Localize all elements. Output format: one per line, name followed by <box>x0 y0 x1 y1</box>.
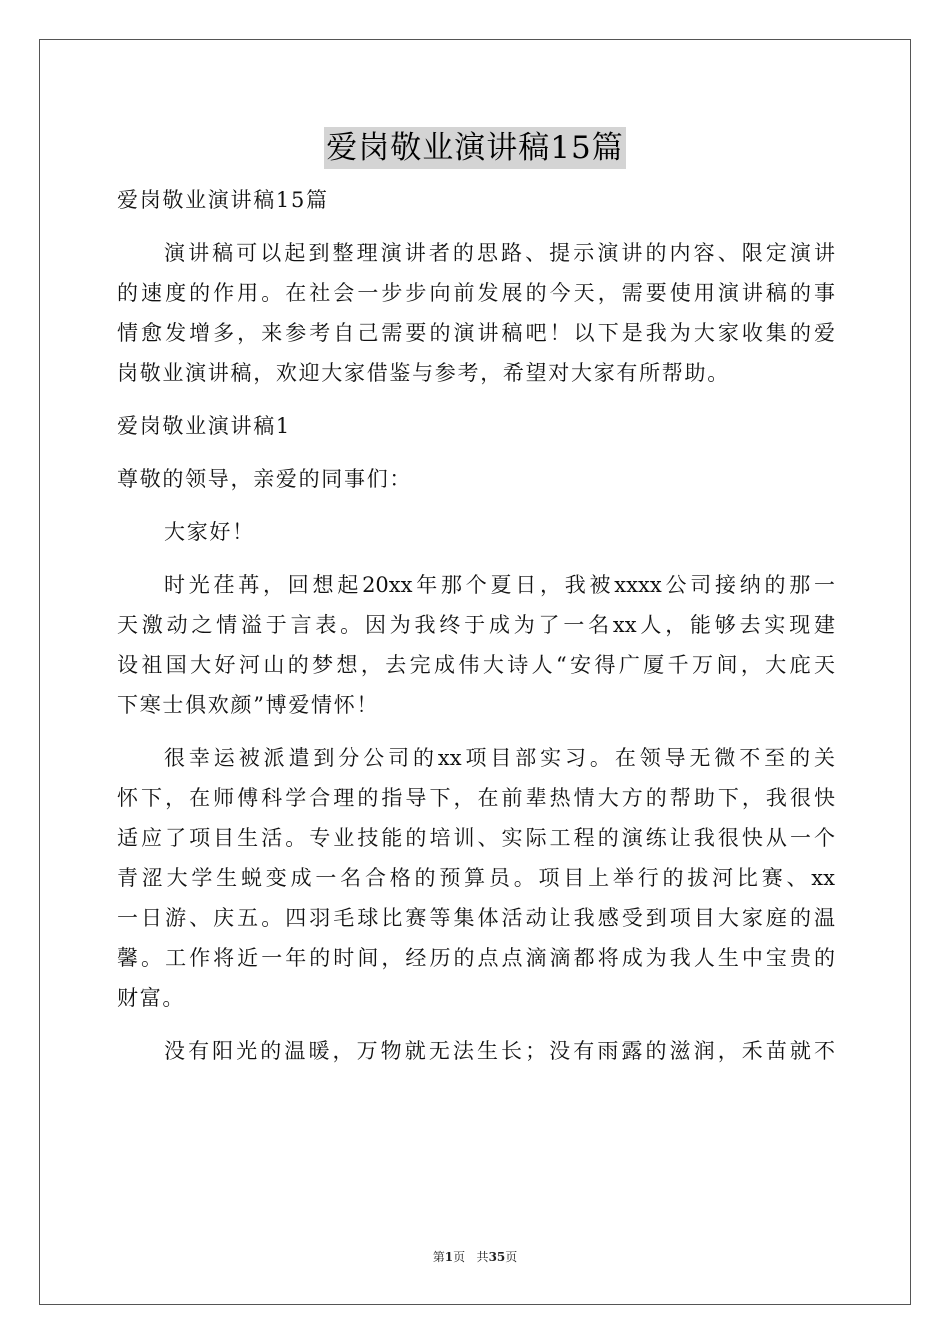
footer-total-suffix: 页 <box>505 1250 518 1264</box>
paragraph-line: 一日游、庆五。四羽毛球比赛等集体活动让我感受到项目大家庭的温 <box>117 906 835 930</box>
paragraph-line: 青涩大学生蜕变成一名合格的预算员。项目上举行的拔河比赛、xx <box>117 866 835 890</box>
paragraph-line: 很幸运被派遣到分公司的xx项目部实习。在领导无微不至的关 <box>164 746 835 770</box>
paragraph-line: 时光荏苒，回想起20xx年那个夏日，我被xxxx公司接纳的那一 <box>164 573 835 597</box>
paragraph-line: 天激动之情溢于言表。因为我终于成为了一名xx人，能够去实现建 <box>117 613 835 637</box>
footer-page-suffix: 页 <box>453 1250 466 1264</box>
paragraph-line: 适应了项目生活。专业技能的培训、实际工程的演练让我很快从一个 <box>117 826 835 850</box>
paragraph-line: 演讲稿可以起到整理演讲者的思路、提示演讲的内容、限定演讲 <box>164 241 835 265</box>
paragraph-line: 财富。 <box>117 986 186 1010</box>
paragraph-line: 怀下，在师傅科学合理的指导下，在前辈热情大方的帮助下，我很快 <box>117 786 835 810</box>
paragraph-line: 设祖国大好河山的梦想，去完成伟大诗人“安得广厦千万间，大庇天 <box>117 653 835 677</box>
page-footer <box>0 1248 950 1265</box>
footer-page-prefix: 第 <box>432 1250 445 1264</box>
section-heading: 爱岗敬业演讲稿1 <box>117 414 291 438</box>
paragraph-line: 情愈发增多，来参考自己需要的演讲稿吧！以下是我为大家收集的爱 <box>117 321 835 345</box>
document-title <box>0 127 950 169</box>
paragraph-line: 的速度的作用。在社会一步步向前发展的今天，需要使用演讲稿的事 <box>117 281 835 305</box>
paragraph-line: 岗敬业演讲稿，欢迎大家借鉴与参考，希望对大家有所帮助。 <box>117 361 730 385</box>
footer-total-pages: 35 <box>488 1250 506 1264</box>
paragraph-line: 馨。工作将近一年的时间，经历的点点滴滴都将成为我人生中宝贵的 <box>117 946 835 970</box>
paragraph-line: 下寒士俱欢颜”博爱情怀！ <box>117 693 380 717</box>
paragraph-line: 没有阳光的温暖，万物就无法生长；没有雨露的滋润，禾苗就不 <box>164 1039 835 1063</box>
document-body <box>117 180 835 1071</box>
footer-page-number: 1 <box>444 1250 454 1264</box>
greeting-line: 大家好！ <box>164 520 255 544</box>
subtitle-line: 爱岗敬业演讲稿15篇 <box>117 188 329 212</box>
document-title-text: 爱岗敬业演讲稿15篇 <box>324 127 625 169</box>
salutation-line: 尊敬的领导，亲爱的同事们： <box>117 467 413 491</box>
footer-total-prefix: 共 <box>476 1250 489 1264</box>
